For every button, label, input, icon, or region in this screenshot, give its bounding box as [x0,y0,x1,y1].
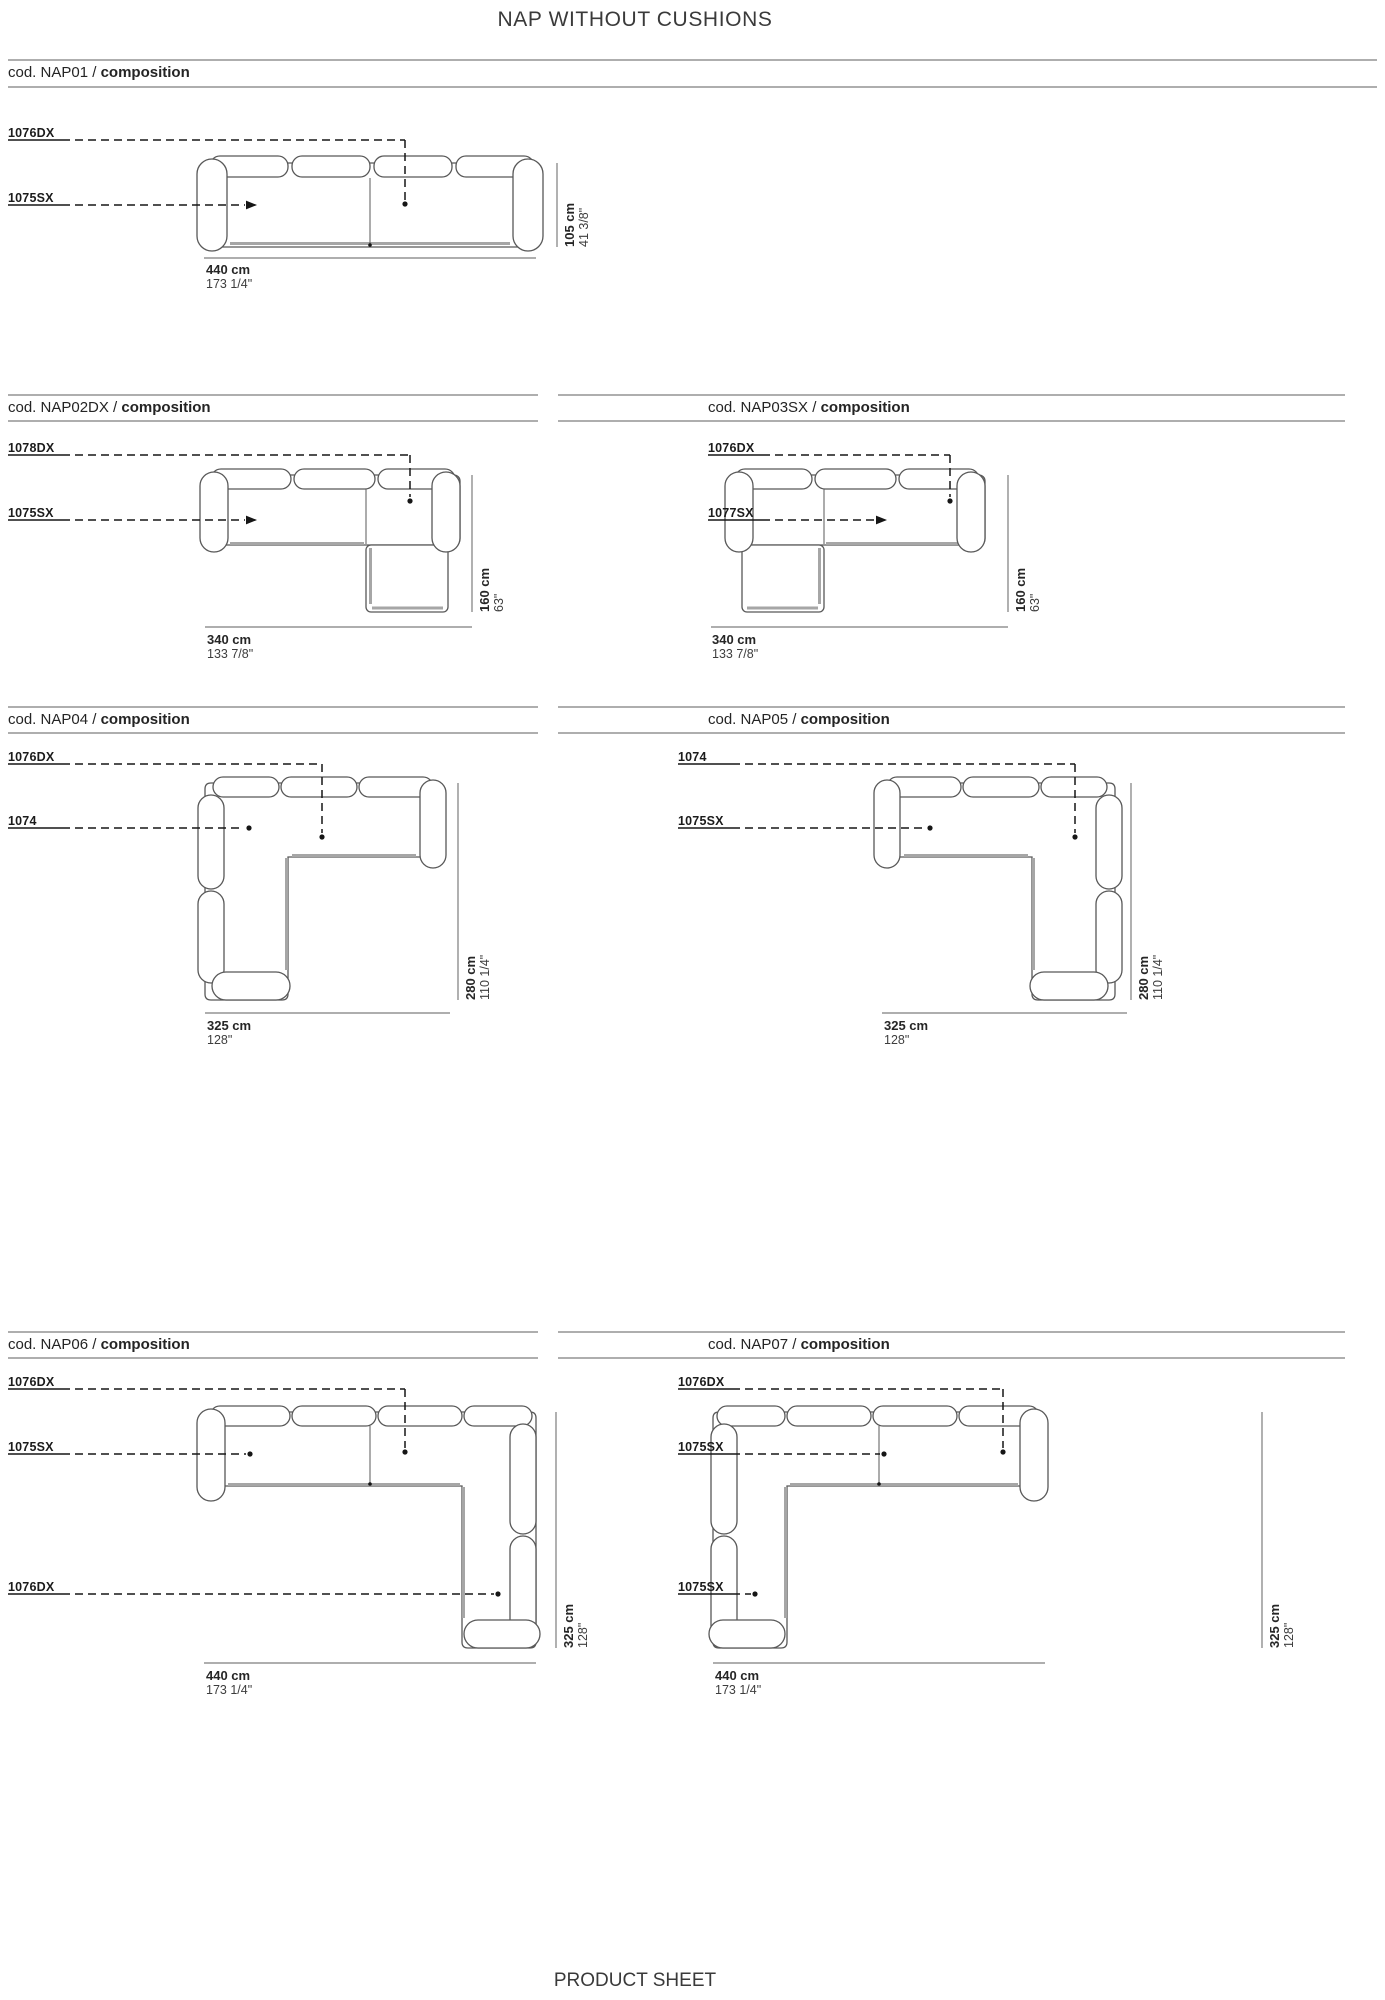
width-dimension [206,262,252,292]
nap07-sofa-plan [678,1389,1262,1663]
section-type: composition [121,399,211,416]
dimension-inch: 173 1/4" [715,1683,762,1697]
section-header-nap02dx [8,399,211,416]
section-header-nap04 [8,711,190,728]
nap06-sofa-plan [8,1389,556,1663]
module-label: 1075SX [678,814,724,828]
section-code: cod. NAP04 [8,711,89,728]
nap05-sofa-plan [678,764,1131,1013]
dimension-cm: 340 cm [207,632,252,647]
module-label: 1075SX [8,191,54,205]
header-separator: / [88,711,101,728]
module-label: 1078DX [8,441,55,455]
dimension-cm: 325 cm [561,1603,576,1648]
module-label: 1076DX [708,441,755,455]
section-code: cod. NAP06 [8,1336,89,1353]
header-separator: / [88,64,101,81]
width-dimension [206,1668,252,1698]
height-dimension [562,203,592,247]
dimension-cm: 160 cm [1013,567,1028,612]
nap04-sofa-plan [8,764,458,1013]
height-dimension [1136,955,1166,1000]
dimension-cm: 440 cm [206,262,251,277]
dimension-cm: 440 cm [206,1668,251,1683]
module-label: 1076DX [8,750,55,764]
dimension-inch: 173 1/4" [206,1683,253,1697]
dimension-inch: 63" [492,593,506,612]
section-code: cod. NAP02DX [8,399,109,416]
nap02dx-sofa-plan [8,455,472,627]
header-rules [8,60,1377,1358]
module-label: 1075SX [8,1440,54,1454]
module-label: 1076DX [678,1375,725,1389]
section-code: cod. NAP03SX [708,399,809,416]
header-separator: / [788,711,801,728]
height-dimension [561,1604,591,1648]
header-separator: / [108,399,122,416]
dimension-inch: 173 1/4" [206,277,253,291]
module-label: 1076DX [8,126,55,140]
section-type: composition [100,711,190,728]
module-label: 1077SX [708,506,754,520]
dimension-cm: 280 cm [463,955,478,1000]
section-code: cod. NAP05 [708,711,789,728]
header-separator: / [88,1336,101,1353]
height-dimension [1013,568,1043,612]
dimension-inch: 110 1/4" [1151,954,1165,1000]
dimension-cm: 325 cm [207,1018,252,1033]
height-dimension [1267,1604,1297,1648]
section-type: composition [800,711,890,728]
width-dimension [715,1668,761,1698]
height-dimension [463,955,493,1000]
section-type: composition [820,399,910,416]
dimension-inch: 128" [1282,1622,1296,1648]
width-dimension [712,632,758,662]
dimension-inch: 128" [884,1033,910,1047]
header-separator: / [788,1336,801,1353]
dimension-inch: 128" [576,1622,590,1648]
page-footer: PRODUCT SHEET [553,1970,717,1991]
width-dimension [207,1018,251,1048]
module-label: 1075SX [678,1580,724,1594]
module-label: 1075SX [678,1440,724,1454]
dimension-cm: 160 cm [477,567,492,612]
section-header-nap07 [708,1336,890,1353]
dimension-inch: 133 7/8" [712,647,759,661]
section-type: composition [100,64,190,81]
dimension-cm: 280 cm [1136,955,1151,1000]
height-dimension [477,568,507,612]
section-type: composition [100,1336,190,1353]
module-label: 1076DX [8,1580,55,1594]
dimension-cm: 325 cm [884,1018,929,1033]
nap03sx-sofa-plan [708,455,1008,627]
module-label: 1075SX [8,506,54,520]
dimension-inch: 63" [1028,593,1042,612]
width-dimension [884,1018,928,1048]
nap01-sofa-plan [8,140,557,258]
section-header-nap06 [8,1336,190,1353]
section-code: cod. NAP07 [708,1336,789,1353]
dimension-cm: 325 cm [1267,1603,1282,1648]
section-type: composition [800,1336,890,1353]
width-dimension [207,632,253,662]
dimension-cm: 440 cm [715,1668,760,1683]
dimension-cm: 340 cm [712,632,757,647]
section-code: cod. NAP01 [8,64,89,81]
section-header-nap05 [708,711,890,728]
module-label: 1074 [678,750,707,764]
module-label: 1076DX [8,1375,55,1389]
section-header-nap01 [8,64,190,81]
header-separator: / [808,399,821,416]
dimension-inch: 110 1/4" [478,954,492,1000]
dimension-inch: 128" [207,1033,233,1047]
page-title: NAP WITHOUT CUSHIONS [497,8,773,31]
section-header-nap03sx [708,399,910,416]
module-label: 1074 [8,814,37,828]
dimension-cm: 105 cm [562,202,577,247]
dimension-inch: 41 3/8" [577,207,591,247]
dimension-inch: 133 7/8" [207,647,254,661]
